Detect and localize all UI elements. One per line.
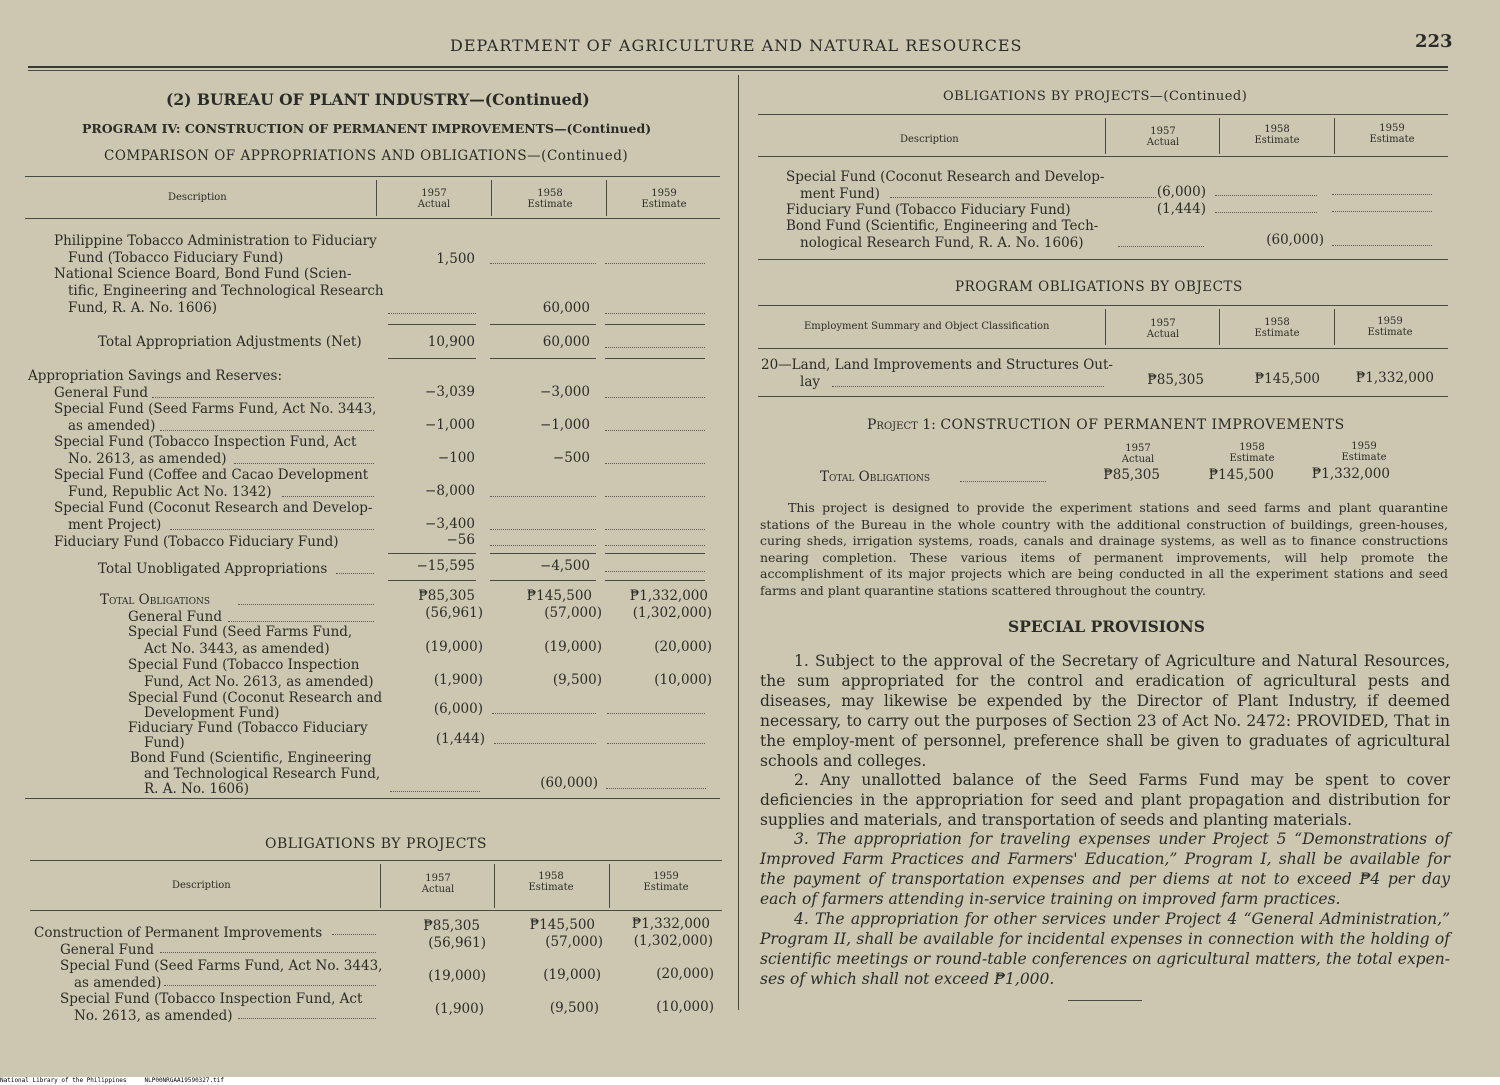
header-rule	[28, 66, 1448, 68]
special-provision-4: 4. The appropriation for other services under Project 4 “General Administration,” Program II, shall be available for incidental expenses in connection with the holding of scientific meetings or round-table conferences on agricultural matters, the total expen-ses of which shall not exceed ₱1,000.	[760, 910, 1450, 988]
col-1958-header: 1958 Estimate	[1229, 442, 1275, 464]
cell-1957: −100	[437, 450, 475, 466]
row-label: as amended)	[68, 418, 156, 434]
cell-1957: ₱85,305	[418, 588, 475, 604]
row-label: R. A. No. 1606)	[144, 781, 249, 797]
cell-1959: (1,302,000)	[633, 933, 713, 949]
row-label: Special Fund (Seed Farms Fund, Act No. 3443,	[54, 401, 377, 417]
cell-1957: (19,000)	[428, 968, 486, 984]
cell-1957: (1,444)	[435, 731, 485, 747]
col-1959-header: 1959 Estimate	[1341, 441, 1387, 463]
special-provision-1: 1. Subject to the approval of the Secretary of Agriculture and Natural Resources, the sum appropriated for the control and eradication of agricultural pests and diseases, may likewise be expended by the Director of Plant Industry, if deemed necessary, to carry out the purposes of Section 23 of Act No. 2472: PROVIDED, That in the employ-ment of personnel, preference shall be given to graduates of agricultural schools and colleges.	[760, 652, 1450, 770]
cell-1957: (1,900)	[433, 672, 483, 688]
program-obligations-by-objects-title: PROGRAM OBLIGATIONS BY OBJECTS	[955, 279, 1243, 295]
col-1958-header: 1958 Estimate	[527, 188, 573, 210]
program-title: PROGRAM IV: CONSTRUCTION OF PERMANENT IMPROVEMENTS—(Continued)	[82, 121, 652, 136]
special-provision-3: 3. The appropriation for traveling expenses under Project 5 “Demonstrations of Improved Farm Practices and Farmers' Education,” Program I, shall be available for the payment of transportation expenses and per diems at not to exceed ₱4 per day each of farmers attending in-service training on improved farm practices.	[760, 830, 1450, 908]
cell-1958: −1,000	[540, 417, 590, 433]
row-label: Special Fund (Seed Farms Fund,	[128, 624, 353, 640]
col-1957-header: 1957 Actual	[1146, 318, 1180, 340]
row-label: lay	[800, 374, 820, 390]
cell-1958: ₱145,500	[526, 588, 592, 604]
col-desc-header: Description	[168, 192, 227, 203]
col-1959-header: 1959 Estimate	[1369, 123, 1415, 145]
comp-table-top	[25, 176, 720, 177]
bureau-title: (2) BUREAU OF PLANT INDUSTRY—(Continued)	[166, 90, 590, 109]
cell-1958: ₱145,500	[1254, 371, 1320, 387]
row-label: Fund, Act No. 2613, as amended)	[144, 674, 374, 690]
row-label: tific, Engineering and Technological Research	[68, 283, 384, 299]
row-label: Fund, R. A. No. 1606)	[68, 300, 217, 316]
cell-1957: −15,595	[416, 558, 475, 574]
row-label: Act No. 3443, as amended)	[144, 641, 330, 657]
comp-table-head-bottom	[25, 218, 720, 219]
row-label: Special Fund (Coconut Research and	[128, 690, 383, 706]
row-label: Construction of Permanent Improvements	[34, 925, 323, 941]
cell-1957: −3,400	[425, 516, 475, 532]
row-label: Fund (Tobacco Fiduciary Fund)	[68, 250, 284, 266]
row-label: No. 2613, as amended)	[74, 1008, 233, 1024]
cell-1957: (1,444)	[1156, 201, 1206, 217]
cell-1959: ₱1,332,000	[629, 588, 708, 604]
row-label: 20—Land, Land Improvements and Structures Out-	[761, 357, 1113, 373]
row-label: Fund)	[144, 735, 185, 751]
special-provision-2: 2. Any unallotted balance of the Seed Farms Fund may be spent to cover deficiencies in the appropriation for seed and plant propagation and distribution for supplies and materials, and transportation of seeds and planting materials.	[760, 771, 1450, 829]
cell-1959: (10,000)	[654, 672, 712, 688]
cell-1957: ₱85,305	[423, 918, 480, 934]
row-label: No. 2613, as amended)	[68, 451, 227, 467]
row-label: Special Fund (Coconut Research and Develop-	[54, 500, 373, 516]
project-1-description: This project is designed to provide the experiment stations and seed farms and plant quarantine stations of the Bureau in the whole country with the additional construction of buildings, green-houses, curing sheds, irrigation systems, roads, canals and drainage systems, as well as to finance constructions nearing completion. These various items of permanent improvements, will help promote the accomplishment of its major projects which are being conducted in all the experiment stations and seed farms and plant quarantine stations scattered throughout the country.	[760, 500, 1448, 598]
row-label: Philippine Tobacco Administration to Fiduciary	[54, 233, 377, 249]
col-1959-header: 1959 Estimate	[643, 871, 689, 893]
project-1-total-label: Total Obligations	[820, 469, 931, 485]
special-provisions-title: SPECIAL PROVISIONS	[1008, 617, 1205, 636]
cell-1957: (6,000)	[433, 701, 483, 717]
col-object-class-header: Employment Summary and Object Classification	[804, 321, 1050, 332]
cell-1958: (9,500)	[552, 672, 602, 688]
row-label: General Fund	[54, 385, 148, 401]
running-header: DEPARTMENT OF AGRICULTURE AND NATURAL RESOURCES	[450, 36, 1023, 55]
row-label: Bond Fund (Scientific, Engineering	[130, 750, 372, 766]
scan-source: National Library of the Philippines	[0, 1077, 127, 1084]
col-1957-header: 1957 Actual	[417, 188, 451, 210]
row-label: Special Fund (Coffee and Cacao Development	[54, 467, 369, 483]
cell-1958: −500	[552, 450, 590, 466]
cell-1958: (57,000)	[545, 934, 603, 950]
end-rule	[1068, 1000, 1142, 1001]
savings-heading: Appropriation Savings and Reserves:	[28, 368, 283, 384]
column-divider	[738, 75, 739, 1010]
comp-table-bottom	[25, 798, 720, 799]
obligations-by-projects-cont-title: OBLIGATIONS BY PROJECTS—(Continued)	[943, 89, 1248, 104]
total-unobligated-label: Total Unobligated Appropriations	[98, 561, 328, 577]
col-1959-header: 1959 Estimate	[1367, 316, 1413, 338]
cell-1958: (57,000)	[544, 605, 602, 621]
cell-1959: (1,302,000)	[632, 605, 712, 621]
cell-1958: 60,000	[542, 300, 590, 316]
cell-1958: ₱145,500	[1208, 467, 1274, 483]
cell-1957: ₱85,305	[1103, 467, 1160, 483]
project-1-title: CONSTRUCTION OF PERMANENT IMPROVEMENTS	[940, 417, 1345, 433]
col-1958-header: 1958 Estimate	[1254, 124, 1300, 146]
cell-1959: (10,000)	[656, 999, 714, 1015]
row-label: Bond Fund (Scientific, Engineering and Tech-	[786, 218, 1099, 234]
cell-1957: 1,500	[436, 251, 475, 267]
row-label: Special Fund (Coconut Research and Develop-	[786, 169, 1105, 185]
cell-1957: −1,000	[425, 417, 475, 433]
cell-1957: (1,900)	[434, 1001, 484, 1017]
col-1957-header: 1957 Actual	[1121, 443, 1155, 465]
col-desc-header: Description	[900, 134, 959, 145]
cell-1958: (60,000)	[1266, 232, 1324, 248]
cell-1958: −4,500	[540, 558, 590, 574]
project-1-prefix: Project 1:	[867, 417, 936, 433]
row-label: ment Project)	[68, 517, 162, 533]
row-label: Fiduciary Fund (Tobacco Fiduciary Fund)	[786, 202, 1071, 218]
row-label: Special Fund (Seed Farms Fund, Act No. 3443,	[60, 958, 383, 974]
scan-file: NLP00NRGAA19590327.tif	[144, 1077, 224, 1084]
row-label: Fiduciary Fund (Tobacco Fiduciary	[128, 720, 368, 736]
col-1958-header: 1958 Estimate	[1254, 317, 1300, 339]
col-1959-header: 1959 Estimate	[641, 188, 687, 210]
row-label: Fiduciary Fund (Tobacco Fiduciary Fund)	[54, 534, 339, 550]
row-label: General Fund	[60, 942, 154, 958]
total-obligations-label: Total Obligations	[100, 592, 211, 608]
cell-1958: 60,000	[542, 334, 590, 350]
cell-1957: ₱85,305	[1147, 372, 1204, 388]
col-1957-header: 1957 Actual	[1146, 126, 1180, 148]
cell-1959: (20,000)	[656, 966, 714, 982]
cell-1957: (19,000)	[425, 639, 483, 655]
page-number: 223	[1415, 31, 1453, 52]
scan-footer	[0, 1077, 1500, 1085]
cell-1958: −3,000	[540, 384, 590, 400]
cell-1957: −3,039	[425, 384, 475, 400]
header-rule-2	[28, 70, 1448, 71]
total-adjustments-label: Total Appropriation Adjustments (Net)	[98, 334, 362, 350]
obligations-by-projects-title: OBLIGATIONS BY PROJECTS	[265, 836, 487, 852]
row-label: as amended)	[74, 975, 162, 991]
cell-1957: −56	[446, 532, 475, 548]
row-label: Fund, Republic Act No. 1342)	[68, 484, 272, 500]
row-label: National Science Board, Bond Fund (Scien-	[54, 266, 352, 282]
cell-1957: −8,000	[425, 483, 475, 499]
cell-1957: (56,961)	[428, 935, 486, 951]
project-1-heading	[867, 417, 1345, 433]
col-1957-header: 1957 Actual	[421, 873, 455, 895]
cell-1959: ₱1,332,000	[1355, 370, 1434, 386]
cell-1958: (19,000)	[544, 639, 602, 655]
cell-1959: (20,000)	[654, 639, 712, 655]
cell-1958: (60,000)	[540, 775, 598, 791]
row-label: ment Fund)	[800, 186, 880, 202]
cell-1959: ₱1,332,000	[1311, 466, 1390, 482]
row-label: and Technological Research Fund,	[144, 766, 381, 782]
row-label: General Fund	[128, 609, 222, 625]
col-desc-header: Description	[172, 880, 231, 891]
row-label: nological Research Fund, R. A. No. 1606)	[800, 235, 1084, 251]
col-1958-header: 1958 Estimate	[528, 871, 574, 893]
cell-1958: ₱145,500	[529, 917, 595, 933]
comparison-title: COMPARISON OF APPROPRIATIONS AND OBLIGATIONS—(Continued)	[104, 148, 629, 164]
row-label: Special Fund (Tobacco Inspection	[128, 657, 360, 673]
cell-1958: (9,500)	[549, 1000, 599, 1016]
cell-1957: 10,900	[427, 334, 475, 350]
row-label: Special Fund (Tobacco Inspection Fund, Act	[54, 434, 357, 450]
cell-1957: (56,961)	[425, 605, 483, 621]
row-label: Special Fund (Tobacco Inspection Fund, Act	[60, 991, 363, 1007]
cell-1958: (19,000)	[543, 967, 601, 983]
cell-1957: (6,000)	[1156, 184, 1206, 200]
row-label: Development Fund)	[144, 705, 280, 721]
cell-1959: ₱1,332,000	[631, 916, 710, 932]
